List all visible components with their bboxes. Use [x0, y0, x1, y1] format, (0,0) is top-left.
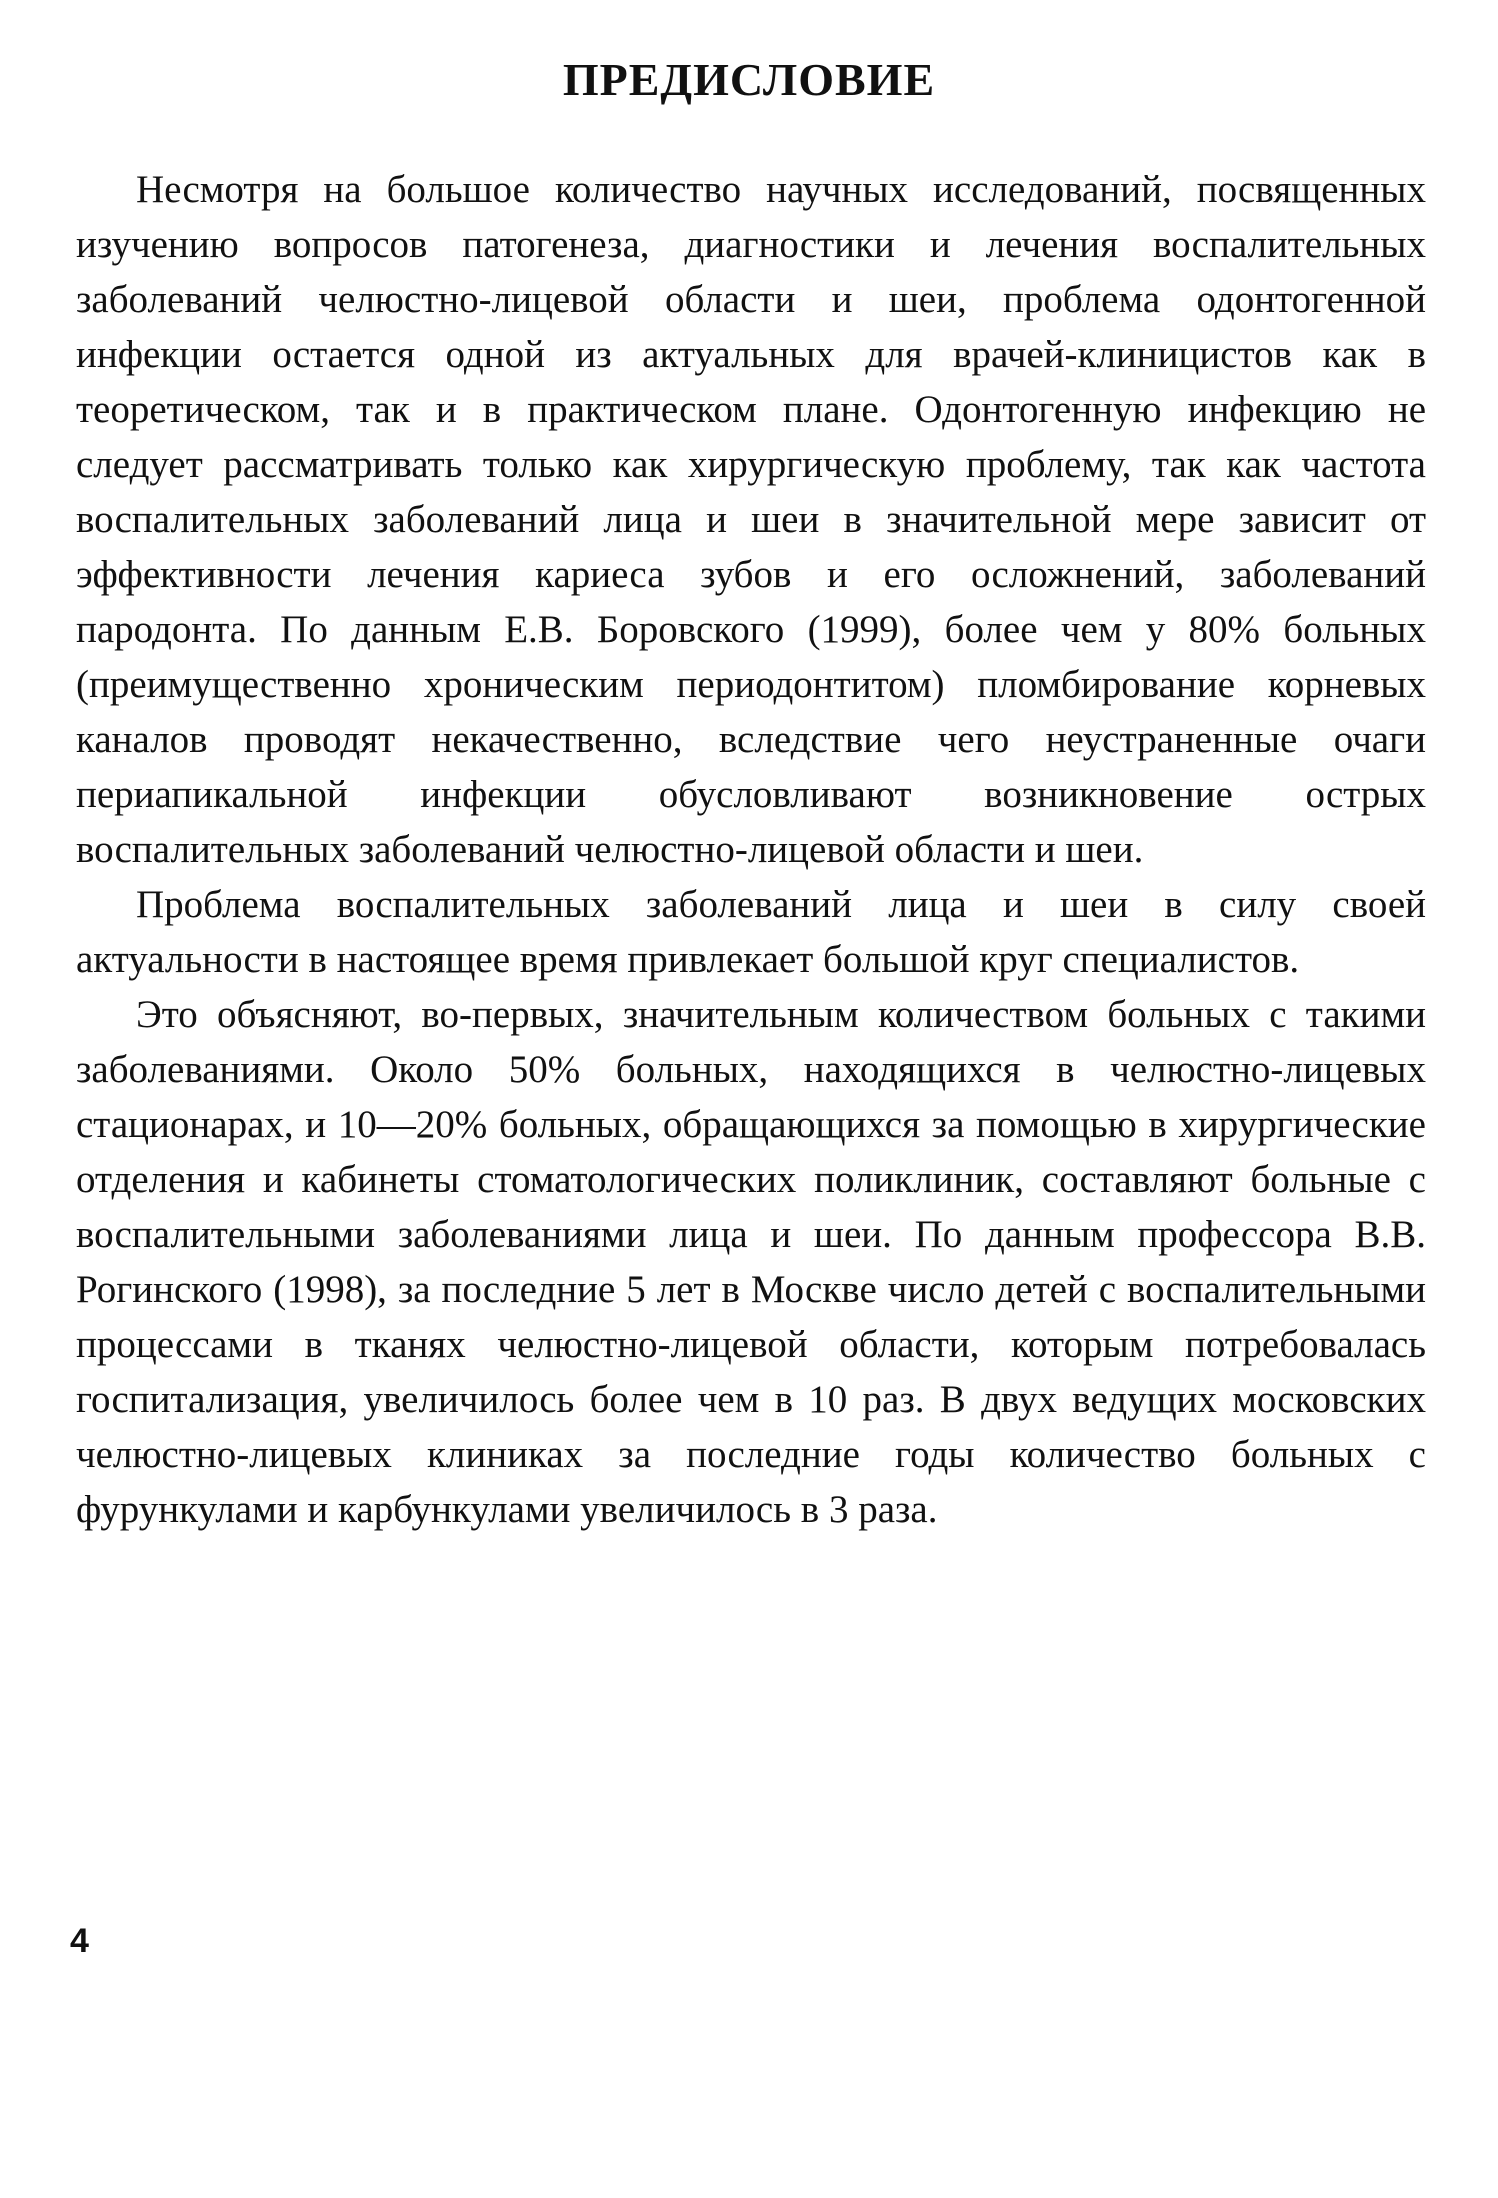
paragraph-1: Несмотря на большое количество научных исследований, посвященных изучению вопросов патогенеза, диагностики и лечения воспалительных заболеваний челюстно-лицевой области и шеи, проблема одонтогенной инфекции остается одной из актуальных для врачей-клиницистов как в теоретическом, так и в практическом плане. Одонтогенную инфекцию не следует рассматривать только как хирургическую проблему, так как частота воспалительных заболеваний лица и шеи в значительной мере зависит от эффективности лечения кариеса зубов и его осложнений, заболеваний пародонта. По данным Е.В. Боровского (1999), более чем у 80% больных (преимущественно хроническим периодонтитом) пломбирование корневых каналов проводят некачественно, вследствие чего неустраненные очаги периапикальной инфекции обусловливают возникновение острых воспалительных заболеваний челюстно-лицевой области и шеи.	[76, 168, 1426, 871]
paragraph-3: Это объясняют, во-первых, значительным количеством больных с такими заболеваниями. Около 50% больных, находящихся в челюстно-лицевых стационарах, и 10—20% больных, обращающихся за помощью в хирургические отделения и кабинеты стоматологических поликлиник, составляют больные с воспалительными заболеваниями лица и шеи. По данным профессора В.В. Рогинского (1998), за последние 5 лет в Москве число детей с воспалительными процессами в тканях челюстно-лицевой области, которым потребовалась госпитализация, увеличилось более чем в 10 раз. В двух ведущих московских челюстно-лицевых клиниках за последние годы количество больных с фурункулами и карбункулами увеличилось в 3 раза.	[76, 993, 1426, 1531]
page-title: ПРЕДИСЛОВИЕ	[562, 54, 936, 105]
page-number: 4	[70, 1922, 89, 1960]
body-text	[76, 162, 1426, 1537]
paragraph-2: Проблема воспалительных заболеваний лица и шеи в силу своей актуальности в настоящее время привлекает большой круг специалистов.	[76, 883, 1426, 981]
